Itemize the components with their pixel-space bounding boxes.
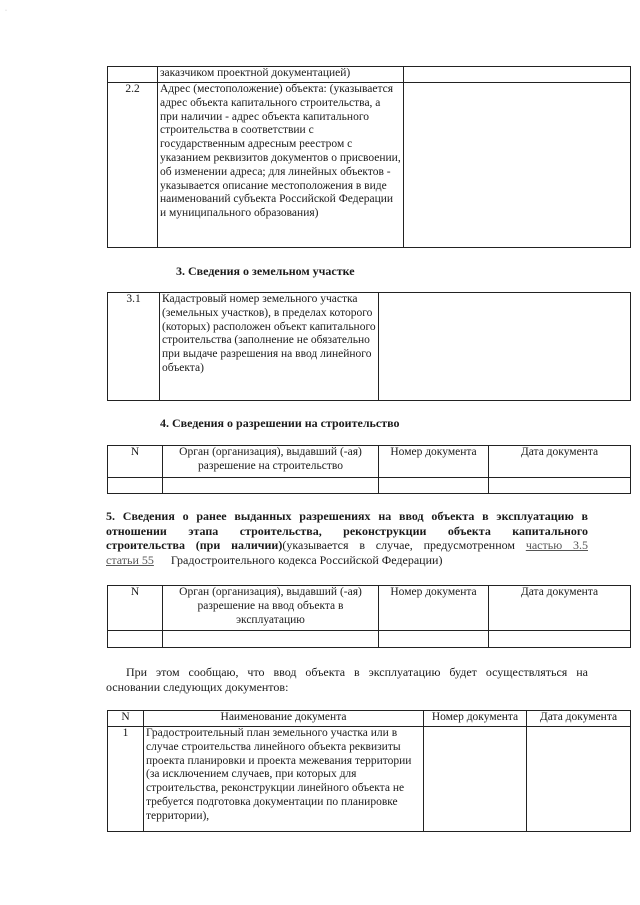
table-cell bbox=[108, 67, 158, 83]
section5-heading-line1: 5. Сведения о ранее выданных разрешениях на ввод объекта в эксплуатацию в bbox=[106, 509, 588, 523]
column-header-date: Дата документа bbox=[489, 446, 631, 478]
table-cell bbox=[379, 478, 489, 494]
column-header-date: Дата документа bbox=[527, 711, 631, 727]
section3-heading: 3. Сведения о земельном участке bbox=[176, 264, 355, 278]
row-number: 1 bbox=[108, 727, 144, 832]
address-value-cell bbox=[404, 83, 631, 248]
table-cell bbox=[379, 631, 489, 648]
section4-heading: 4. Сведения о разрешении на строительство bbox=[160, 416, 400, 430]
table-cell bbox=[489, 631, 631, 648]
section5-heading-line4 bbox=[106, 553, 588, 568]
section5-heading-line2: отношении этапа строительства, реконструкции объекта капитального bbox=[106, 523, 588, 538]
table-row bbox=[108, 83, 631, 248]
column-header-number: Номер документа bbox=[424, 711, 527, 727]
table-cell bbox=[108, 478, 163, 494]
section5-heading-tail: Градостроительного кодекса Российской Федерации) bbox=[170, 552, 443, 567]
column-header-organ: Орган (организация), выдавший (-ая) разрешение на строительство bbox=[163, 446, 379, 478]
column-header-n: N bbox=[108, 586, 163, 631]
statement-line2: основании следующих документов: bbox=[106, 679, 289, 694]
section4-table bbox=[107, 445, 631, 494]
section5-heading-bold: строительства (при наличии) bbox=[106, 538, 283, 552]
link-article-55[interactable]: статьи 55 bbox=[106, 552, 154, 567]
table-header-row bbox=[108, 711, 631, 727]
section5-heading-line3 bbox=[106, 538, 588, 553]
section2-table bbox=[107, 66, 631, 248]
section5-heading bbox=[106, 509, 588, 567]
column-header-date: Дата документа bbox=[489, 586, 631, 631]
table-row bbox=[108, 631, 631, 648]
statement-line1: При этом сообщаю, что ввод объекта в эксплуатацию будет осуществляться на bbox=[126, 665, 588, 679]
link-part-3-5[interactable]: частью 3.5 bbox=[525, 538, 588, 552]
table-row bbox=[108, 727, 631, 832]
table-row bbox=[108, 293, 631, 401]
statement-paragraph bbox=[106, 665, 588, 694]
table-cell bbox=[163, 631, 379, 648]
row-number: 3.1 bbox=[108, 293, 160, 401]
table-header-row bbox=[108, 446, 631, 478]
column-header-name: Наименование документа bbox=[144, 711, 424, 727]
cadastral-value-cell bbox=[379, 293, 631, 401]
documents-table bbox=[107, 710, 631, 832]
table-cell bbox=[424, 727, 527, 832]
table-cell bbox=[163, 478, 379, 494]
table-row bbox=[108, 478, 631, 494]
table-cell bbox=[527, 727, 631, 832]
column-header-number: Номер документа bbox=[379, 446, 489, 478]
column-header-number: Номер документа bbox=[379, 586, 489, 631]
column-header-organ: Орган (организация), выдавший (-ая) разрешение на ввод объекта в эксплуатацию bbox=[163, 586, 379, 631]
table-cell bbox=[489, 478, 631, 494]
address-description: Адрес (местоположение) объекта: (указывается адрес объекта капитального строительства, а при наличии - адрес объекта капитального строительства в соответствии с государственным адресным реестром с указанием реквизитов документов о присвоении, об изменении адреса; для линейных объектов - указывается описание местоположения в виде наименований субъекта Российской Федерации и муниципального образования) bbox=[158, 83, 404, 248]
cadastral-description: Кадастровый номер земельного участка (земельных участков), в пределах которого (которых) расположен объект капитального строительства (заполнение не обязательно при выдаче разрешения на ввод линейного объекта) bbox=[160, 293, 379, 401]
column-header-n: N bbox=[108, 446, 163, 478]
table-cell bbox=[404, 67, 631, 83]
table-cell bbox=[108, 631, 163, 648]
column-header-n: N bbox=[108, 711, 144, 727]
section5-table bbox=[107, 585, 631, 648]
table-row bbox=[108, 67, 631, 83]
section5-heading-rest: (указывается в случае, предусмотренном bbox=[282, 538, 515, 552]
section3-table bbox=[107, 292, 631, 401]
scan-mark: · bbox=[5, 8, 7, 14]
table-cell: заказчиком проектной документацией) bbox=[158, 67, 404, 83]
row-number: 2.2 bbox=[108, 83, 158, 248]
table-header-row bbox=[108, 586, 631, 631]
document-description: Градостроительный план земельного участка или в случае строительства линейного объекта реквизиты проекта планировки и проекта межевания территории (за исключением случаев, при которых для строительства, реконструкции линейного объекта не требуется подготовка документации по планировке территории), bbox=[144, 727, 424, 832]
